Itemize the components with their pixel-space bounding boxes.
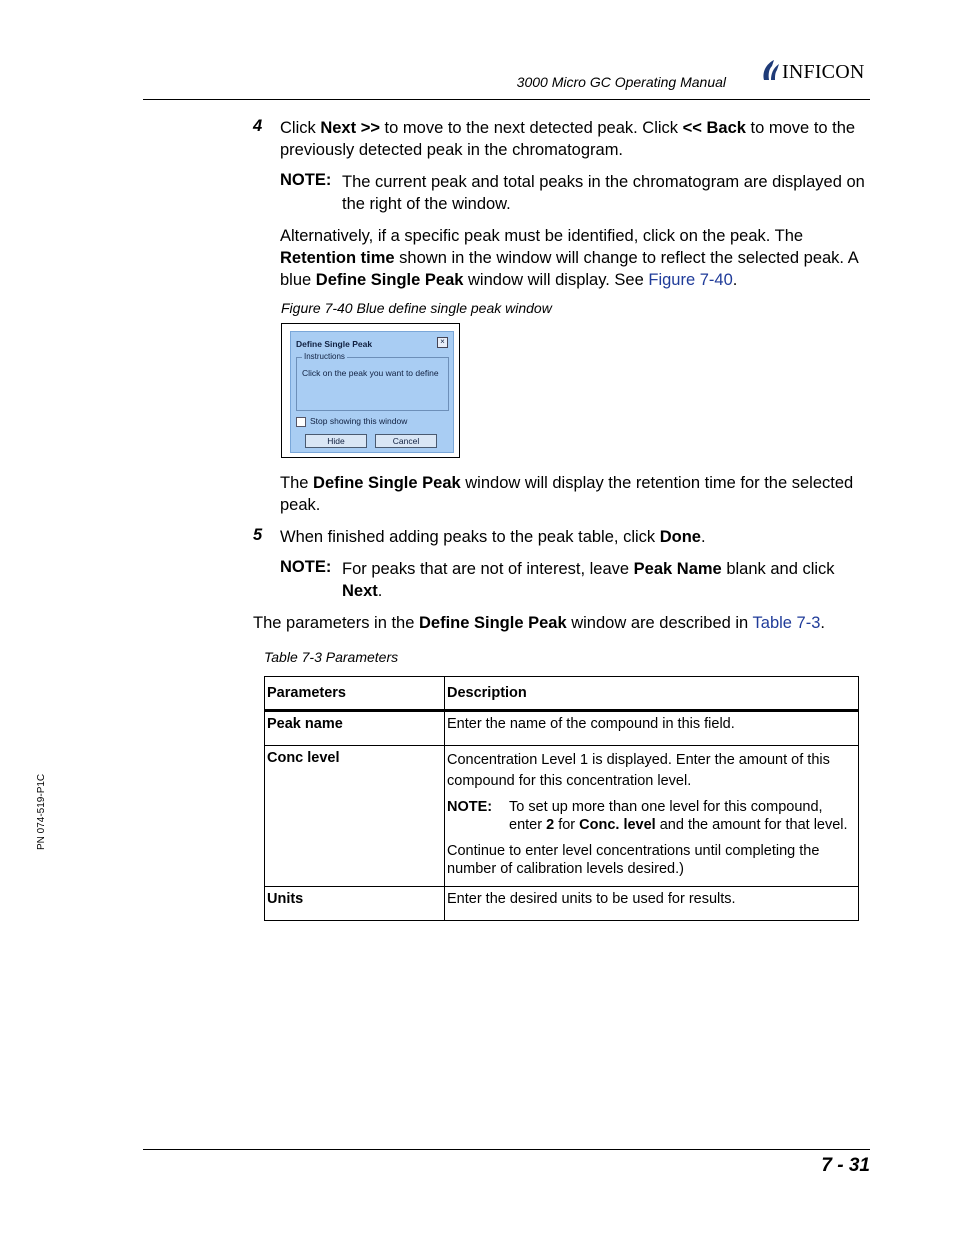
logo-wordmark: INFICON — [782, 61, 865, 83]
conc-level-note — [447, 798, 856, 834]
step-4-text: Click Next >> to move to the next detected peak. Click << Back to move to the previously detected peak in the chromatogram. — [280, 119, 856, 159]
cancel-button[interactable]: Cancel — [375, 434, 437, 448]
note-1-text: The current peak and total peaks in the chromatogram are displayed on the right of the window. — [342, 173, 865, 213]
note-2-label: NOTE: — [280, 558, 332, 576]
close-icon[interactable]: × — [437, 337, 448, 348]
figure-caption: Figure 7-40 Blue define single peak window — [281, 300, 552, 316]
part-number-side-text: PN 074-519-P1C — [36, 773, 47, 850]
conc-level-desc-2: Continue to enter level concentrations until completing the number of calibration levels desired.) — [447, 843, 820, 877]
table-caption: Table 7-3 Parameters — [264, 649, 399, 665]
conc-level-note-text: To set up more than one level for this compound, enter 2 for Conc. level and the amount for that level. — [509, 799, 848, 833]
table-row — [265, 746, 859, 887]
table-row — [265, 887, 859, 921]
param-conc-level: Conc level — [265, 746, 445, 887]
header-description: Description — [445, 677, 859, 711]
figure-7-40 — [281, 323, 460, 458]
conc-level-desc-1: Concentration Level 1 is displayed. Enter the amount of this compound for this concentration level. — [447, 752, 830, 789]
page-number: 7 - 31 — [821, 1155, 870, 1176]
header-parameters: Parameters — [265, 677, 445, 711]
figure-7-40-link[interactable]: Figure 7-40 — [648, 271, 733, 289]
step-number-5: 5 — [253, 526, 263, 544]
conc-level-note-label: NOTE: — [447, 799, 493, 815]
step-number-4: 4 — [253, 117, 263, 135]
define-single-peak-dialog — [290, 331, 454, 453]
desc-peak-name: Enter the name of the compound in this field. — [445, 711, 859, 746]
instructions-label: Instructions — [304, 352, 345, 361]
instruction-text: Click on the peak you want to define — [302, 368, 439, 378]
dialog-title: Define Single Peak — [296, 339, 373, 349]
header-rule — [143, 99, 870, 100]
note-1-label: NOTE: — [280, 171, 332, 189]
param-units: Units — [265, 887, 445, 921]
hide-button[interactable]: Hide — [305, 434, 367, 448]
table-7-3-link[interactable]: Table 7-3 — [752, 614, 821, 632]
footer-rule — [143, 1149, 870, 1150]
step-5-text: When finished adding peaks to the peak table, click Done. — [280, 528, 706, 546]
parameters-table — [264, 676, 859, 921]
manual-title: 3000 Micro GC Operating Manual — [516, 74, 726, 90]
desc-units: Enter the desired units to be used for results. — [445, 887, 859, 921]
desc-conc-level — [445, 746, 859, 887]
table-header-row — [265, 677, 859, 711]
after-figure-paragraph: The Define Single Peak window will display the retention time for the selected peak. — [280, 474, 854, 514]
stop-showing-label: Stop showing this window — [310, 416, 408, 426]
instructions-group — [296, 352, 449, 411]
parameters-paragraph: The parameters in the Define Single Peak window are described in Table 7-3. — [253, 614, 826, 632]
param-peak-name: Peak name — [265, 711, 445, 746]
stop-showing-checkbox[interactable] — [296, 417, 306, 427]
inficon-logo-icon — [760, 58, 782, 84]
alternative-paragraph: Alternatively, if a specific peak must be identified, click on the peak. The Retention time shown in the window will change to reflect the selected peak. A blue Define Single Peak window will display. See Figure 7-40. — [280, 227, 858, 289]
table-row — [265, 711, 859, 746]
inficon-logo — [760, 58, 875, 86]
note-2-text: For peaks that are not of interest, leave Peak Name blank and click Next. — [342, 560, 835, 600]
